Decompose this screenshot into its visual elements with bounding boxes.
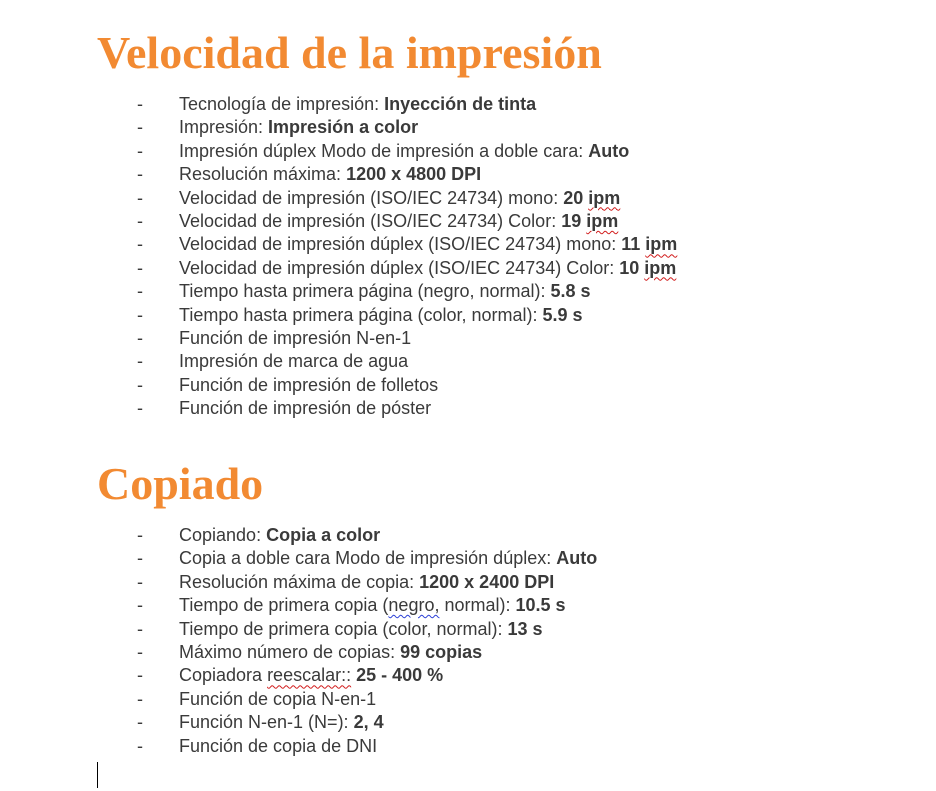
item-text	[179, 374, 438, 397]
item-value: 1200 x 2400 DPI	[419, 571, 555, 592]
item-text	[179, 280, 591, 303]
item-value: 10.5 s	[515, 595, 566, 616]
bullet-dash: -	[137, 281, 143, 302]
bullet-dash: -	[137, 595, 143, 616]
item-label: Máximo número de copias:	[179, 641, 401, 662]
spellcheck-word: reescalar::	[267, 665, 352, 686]
list-item	[0, 304, 936, 327]
item-label: Función de impresión de folletos	[179, 374, 439, 395]
item-value: Inyección de tinta	[384, 94, 537, 114]
item-label: Resolución máxima de copia:	[179, 571, 420, 592]
bullet-dash: -	[137, 187, 143, 208]
grammar-mark: negro,	[388, 595, 440, 616]
bullet-dash: -	[137, 688, 143, 709]
bullet-dash: -	[137, 641, 143, 662]
list-item	[0, 547, 936, 570]
item-label: Velocidad de impresión dúplex (ISO/IEC 24734) mono:	[179, 234, 622, 255]
item-text	[179, 327, 411, 350]
item-text	[179, 711, 384, 734]
item-value: 5.9 s	[542, 304, 583, 325]
item-label-after: normal):	[439, 595, 516, 616]
bullet-dash: -	[137, 210, 143, 231]
item-text	[179, 187, 620, 210]
item-value: 99 copias	[400, 641, 483, 662]
list-item	[0, 233, 936, 256]
bullet-dash: -	[137, 712, 143, 733]
copy-spec-list	[0, 524, 936, 758]
spellcheck-word: ipm	[588, 187, 621, 208]
list-item	[0, 350, 936, 373]
item-value: Auto	[588, 140, 630, 161]
bullet-dash: -	[137, 351, 143, 372]
spellcheck-word: ipm	[644, 257, 677, 278]
bullet-dash: -	[137, 140, 143, 161]
list-item	[0, 688, 936, 711]
bullet-dash: -	[137, 618, 143, 639]
item-text	[179, 257, 676, 280]
item-label: Tecnología de impresión:	[179, 94, 385, 114]
item-value: 25 - 400 %	[356, 665, 444, 686]
item-label: Función de copia de DNI	[179, 735, 378, 756]
bullet-dash: -	[137, 257, 143, 278]
bullet-dash: -	[137, 304, 143, 325]
list-item	[0, 140, 936, 163]
item-label: Función N-en-1 (N=):	[179, 712, 354, 733]
section-title-print-speed: Velocidad de la impresión	[97, 27, 602, 78]
item-label: Impresión de marca de agua	[179, 351, 409, 372]
item-text	[179, 664, 443, 687]
list-item	[0, 711, 936, 734]
item-text	[179, 547, 597, 570]
item-value: 1200 x 4800 DPI	[346, 164, 482, 185]
item-label: Impresión:	[179, 117, 269, 138]
item-value: Impresión a color	[268, 117, 419, 138]
item-text	[179, 524, 380, 547]
item-text	[179, 210, 618, 233]
bullet-dash: -	[137, 94, 143, 114]
item-label: Copiadora	[179, 665, 268, 686]
item-value: Auto	[556, 548, 598, 569]
item-text	[179, 688, 376, 711]
spellcheck-word: ipm	[586, 210, 619, 231]
item-label: Tiempo de primera copia (	[179, 595, 389, 616]
list-item	[0, 664, 936, 687]
bullet-dash: -	[137, 374, 143, 395]
list-item	[0, 93, 936, 116]
item-text	[179, 618, 543, 641]
bullet-dash: -	[137, 735, 143, 756]
bullet-dash: -	[137, 398, 143, 419]
list-item	[0, 397, 936, 420]
item-value: 10	[619, 257, 645, 278]
item-value: 13 s	[507, 618, 543, 639]
item-label: Impresión dúplex Modo de impresión a doble cara:	[179, 140, 589, 161]
list-item	[0, 116, 936, 139]
bullet-dash: -	[137, 327, 143, 348]
item-label: Copiando:	[179, 525, 267, 545]
bullet-dash: -	[137, 571, 143, 592]
item-label: Función de impresión N-en-1	[179, 327, 412, 348]
item-label: Velocidad de impresión (ISO/IEC 24734) mono:	[179, 187, 564, 208]
spellcheck-word: ipm	[645, 234, 678, 255]
bullet-dash: -	[137, 548, 143, 569]
text-cursor[interactable]	[97, 762, 98, 788]
item-label: Función de impresión de póster	[179, 398, 432, 419]
item-label: Copia a doble cara Modo de impresión dúplex:	[179, 548, 557, 569]
item-label: Resolución máxima:	[179, 164, 347, 185]
list-item	[0, 641, 936, 664]
bullet-dash: -	[137, 665, 143, 686]
item-value: 2, 4	[353, 712, 384, 733]
item-label: Función de copia N-en-1	[179, 688, 377, 709]
item-text	[179, 735, 377, 758]
item-text	[179, 594, 566, 617]
print-spec-list	[0, 93, 936, 420]
item-value: 11	[621, 234, 646, 255]
item-text	[179, 116, 418, 139]
list-item	[0, 327, 936, 350]
list-item	[0, 187, 936, 210]
bullet-dash: -	[137, 525, 143, 545]
item-value: 20	[563, 187, 589, 208]
item-text	[179, 140, 629, 163]
list-item	[0, 571, 936, 594]
item-text	[179, 304, 583, 327]
list-item	[0, 374, 936, 397]
section-title-copying: Copiado	[97, 458, 264, 509]
bullet-dash: -	[137, 234, 143, 255]
list-item	[0, 163, 936, 186]
list-item	[0, 257, 936, 280]
item-label: Tiempo hasta primera página (negro, normal):	[179, 281, 551, 302]
item-text	[179, 93, 536, 116]
item-label: Tiempo hasta primera página (color, normal):	[179, 304, 543, 325]
item-text	[179, 397, 431, 420]
bullet-dash: -	[137, 117, 143, 138]
item-text	[179, 233, 677, 256]
item-text	[179, 350, 408, 373]
item-label: Velocidad de impresión (ISO/IEC 24734) Color:	[179, 210, 562, 231]
item-label: Velocidad de impresión dúplex (ISO/IEC 24734) Color:	[179, 257, 620, 278]
list-item	[0, 618, 936, 641]
list-item	[0, 594, 936, 617]
bullet-dash: -	[137, 164, 143, 185]
list-item	[0, 524, 936, 547]
item-value: 19	[561, 210, 587, 231]
list-item	[0, 735, 936, 758]
item-value: 5.8 s	[550, 281, 591, 302]
item-text	[179, 641, 482, 664]
list-item	[0, 280, 936, 303]
item-text	[179, 163, 481, 186]
item-text	[179, 571, 554, 594]
item-value: Copia a color	[266, 525, 381, 545]
item-label: Tiempo de primera copia (color, normal):	[179, 618, 508, 639]
list-item	[0, 210, 936, 233]
